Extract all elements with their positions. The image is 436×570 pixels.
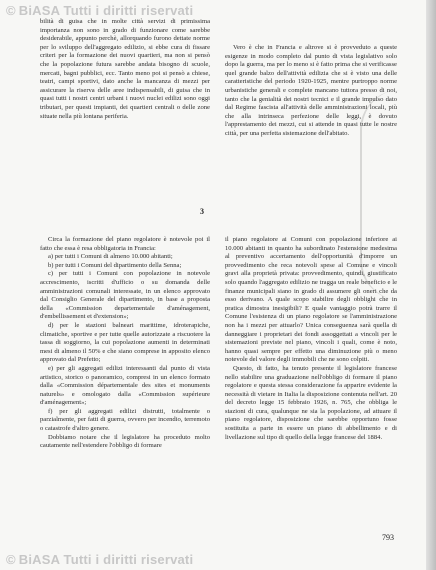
paragraph: il piano regolatore ai Comuni con popolazione inferiore ai 10.000 abitanti in quanto ha subordinato l'estensione medesima al preventivo accertamento dell'opportunità d'imporre un provvedimento che reca notevoli spese al Comune e vincoli gravi alla proprietà privata: provvedimento, quindi, giustificato solo quando l'aggregato edilizio ne tragga un reale beneficio e le finanze municipali siano in grado di assumere gli oneri che da esso derivano. A quale scopo stabilire degli obblighi che in pratica dimostra inesigibili? E quale vantaggio potrà trarre il Comune l'esistenza di un piano regolatore se l'amministrazione non ha i mezzi per attuarlo? Unica conseguenza sarà quella di danneggiare i proprietari dei fondi assoggettati a vincoli per le sistemazioni previste nel piano, vincoli i quali, come è noto, hanno quasi sempre per effetto una diminuzione più o meno notevole del valore degli immobili che ne sono colpiti.	[225, 236, 397, 364]
list-item: c) per tutti i Comuni con popolazione in notevole accrescimento, iscritti d'ufficio o su domanda delle amministrazioni comunali interessate, in un elenco approvato dal Consiglio Generale del dipartimento, in base a proposta della «Commission departementale d'aménagement, d'embellissement et d'extension»;	[40, 270, 210, 321]
paragraph: Circa la formazione del piano regolatore è notevole poi il fatto che essa è resa obbligatoria in Francia:	[40, 236, 210, 252]
paragraph: Dobbiamo notare che il legislatore ha proceduto molto cautamente nell'estendere l'obbligo di formare	[40, 433, 210, 450]
watermark-banner-bottom	[6, 552, 193, 567]
library-stamp	[360, 90, 432, 300]
paragraph: bilità di guisa che in molte città servizi di primissima importanza non sono in grado di funzionare come sarebbe desiderabile, appunto perchè, allorquando furono dettate norme per lo sviluppo dell'aggregato edilizio, si ebbe cura di fissare criteri per la formazione dei nuovi quartieri, ma non si pensò che la popolazione futura sarebbe andata bisogno di scuole, mercati, bagni pubblici, ecc. Tanto meno poi si pensò a chiese, teatri, campi sportivi, dato anche la mancanza di mezzi per assicurare la riserva delle aree indispensabili, di guisa che in quasi tutti i nostri centri urbani i nuovi nuclei edilizi sono oggi tributari, per questi impianti, dei quartieri centrali o delle zone situate nella più lontana periferia.	[40, 18, 210, 120]
list-item: a) per tutti i Comuni di almeno 10.000 abitanti;	[48, 253, 173, 261]
copyright-icon: ©	[6, 552, 16, 567]
copyright-icon: ©	[6, 3, 16, 18]
section-number: 3	[200, 207, 204, 216]
list-item: d) per le stazioni balneari marittime, idroterapiche, climatiche, sportive e per tutte quelle autorizzate a riscuotere la tassa di soggiorno, la cui popolazione aumenti in determinati mesi di almeno il 50% e che siano comprese in apposito elenco approvato dal Prefetto;	[40, 321, 210, 364]
watermark-text-top: BiASA Tutti i diritti riservati	[18, 3, 194, 18]
page-edge-shadow	[426, 0, 436, 570]
list-item: f) per gli aggregati edilizi distrutti, totalmente o parzialmente, per fatti di guerra, ovvero per incendio, terremoto o catastrofe d'altro genere.	[40, 407, 210, 433]
paragraph: Questo, di fatto, ha tenuto presente il legislatore francese nello stabilire una graduazione nell'obbligo di formare il piano regolatore e questa stessa considerazione fa apparire evidente la necessità di vietare in Italia la disposizione contenuta nell'art. 20 del decreto legge 15 febbraio 1926, n. 765, che obbliga le stazioni di cura, qualunque ne sia la popolazione, ad attuare il piano regolatore, disposizione che sarebbe opportuno fosse sostituita a parte in essere un piano di abbellimento e di livellazione sul tipo di quello della legge francese del 1884.	[225, 364, 397, 441]
list-item: e) per gli aggregati edilizi interessanti dal punto di vista artistico, storico o panoramico, compresi in un elenco formato dalla «Commission départementale des sites et monuments naturels» e omologato dalla «Commission supérieure d'aménagement»;	[40, 364, 210, 407]
column-left-bottom	[40, 236, 210, 451]
list-item: b) per tutti i Comuni del dipartimento della Senna;	[48, 261, 182, 269]
watermark-banner-top	[6, 3, 193, 18]
watermark-text-bottom: BiASA Tutti i diritti riservati	[18, 552, 194, 567]
paragraph: Vero è che in Francia e altrove si è provveduto a queste esigenze in modo completo dal punto di vista legislativo solo dopo la guerra, ma per lo meno si è fatto prima che si verificasse quel grande balzo dell'attività edilizia che si è visto una delle caratteristiche del periodo 1920-1925, mentre purtroppo norme urbanistiche generali e complete mancano tuttora presso di noi, tanto che la genialità dei nostri tecnici e il grande impulso dato dal Regime fascista all'attività delle amministrazioni locali, più che alla intrinseca perfezione delle leggi, è dovuto l'apprestamento dei mezzi, cui si attende in quasi tutte le nostre città, per una perfetta sistemazione dell'abitato.	[225, 44, 397, 137]
page-number: 793	[382, 533, 394, 542]
column-left-top	[40, 18, 210, 121]
